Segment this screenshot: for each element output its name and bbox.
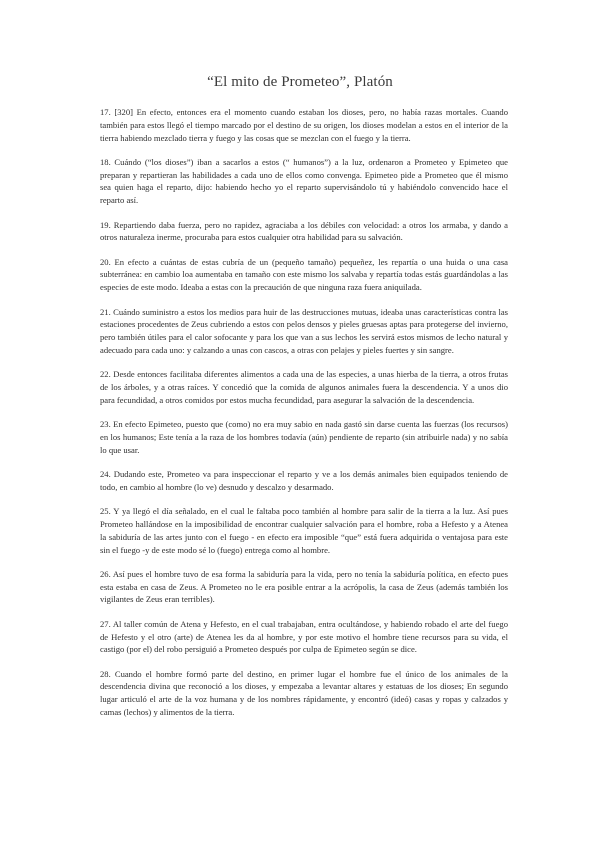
paragraph-27: 27. Al taller común de Atena y Hefesto, en el cual trabajaban, entra ocultándose, y habiendo robado el arte del fuego de Hefesto y el otro (arte) de Atenea les da al hombre, y por este motivo el hombre tiene recursos para su vida, el castigo (por el) del robo persiguió a Prometeo después por culpa de Epimeteo según se dice. bbox=[100, 618, 508, 655]
paragraph-19: 19. Repartiendo daba fuerza, pero no rapidez, agraciaba a los débiles con velocidad: a otros los armaba, y dando a otros naturaleza inerme, procuraba para estos cualquier otra habilidad para su salvación. bbox=[100, 219, 508, 243]
paragraph-28: 28. Cuando el hombre formó parte del destino, en primer lugar el hombre fue el único de los animales de la descendencia divina que reconoció a los dioses, y empezaba a levantar altares y estatuas de los dioses; En segundo lugar articuló el arte de la voz humana y de los nombres rápidamente, y encontró (ideó) casas y ropas y calzados y camas (lechos) y alimentos de la tierra. bbox=[100, 668, 508, 717]
paragraph-17: 17. [320] En efecto, entonces era el momento cuando estaban los dioses, pero, no había razas mortales. Cuando también para estos llegó el tiempo marcado por el destino de su origen, los dioses modelan a estos en el interior de la tierra habiendo mezclado tierra y fuego y las cosas que se mezclan con el fuego y la tierra. bbox=[100, 107, 508, 143]
paragraph-22: 22. Desde entonces facilitaba diferentes alimentos a cada una de las especies, a unas hierba de la tierra, a otros frutas de los árboles, y a otras raíces. Y concedió que la comida de algunos animales fuera la descendencia. Y a unos dio para fecundidad, a otros comidos por estos mucha fecundidad, para asegurar la salvación de la descendencia. bbox=[100, 369, 508, 405]
paragraph-24: 24. Dudando este, Prometeo va para inspeccionar el reparto y ve a los demás animales bien equipados teniendo de todo, en cambio al hombre (lo ve) desnudo y descalzo y desarmado. bbox=[100, 469, 508, 492]
paragraph-21: 21. Cuándo suministro a estos los medios para huir de las destrucciones mutuas, ideaba unas características contra las estaciones procedentes de Zeus cubriendo a estos con pelos densos y pieles gruesas aptas para protegerse del invierno, pero también útiles para el calor sofocante y para los que van a sus lechos les servirá estos mismos de lecho natural y adecuado para cada uno: y calzando a unas con cascos, a otras con pelajes y pieles fuertes y sin sangre. bbox=[100, 306, 508, 355]
paragraph-26: 26. Así pues el hombre tuvo de esa forma la sabiduría para la vida, pero no tenía la sabiduría política, en efecto pues esta estaba en casa de Zeus. A Prometeo no le era posible entrar a la acrópolis, la casa de Zeus (además también los vigilantes de Zeus eran terribles). bbox=[100, 568, 508, 605]
paragraph-18: 18. Cuándo (“los dioses”) iban a sacarlos a estos (“ humanos”) a la luz, ordenaron a Prometeo y Epimeteo que preparan y repartieran las habilidades a cada uno de ellos como convenga. Epimeteo pide a Prometeo que él mismo sea quien haga el reparto, dijo: habiendo hecho yo el reparto supervisándolo tú y habiéndolo convencido hace el reparto así. bbox=[100, 156, 508, 206]
document-body bbox=[100, 106, 508, 730]
document-title: “El mito de Prometeo”, Platón bbox=[207, 74, 393, 90]
paragraph-25: 25. Y ya llegó el día señalado, en el cual le faltaba poco también al hombre para salir de la tierra a la luz. Así pues Prometeo hallándose en la imposibilidad de encontrar cualquier salvación para el hombre, roba a Hefesto y a Atenea la sabiduría de las artes junto con el fuego - en efecto era imposible “que” está fuera adquirida o ventajosa para este sin el fuego -y de este modo sé lo (fuego) entrega como al hombre. bbox=[100, 506, 508, 555]
paragraph-23: 23. En efecto Epimeteo, puesto que (como) no era muy sabio en nada gastó sin darse cuenta las fuerzas (los recursos) en los humanos; Este tenía a la raza de los hombres todavía (aún) pendiente de reparto (sin atribuirle nada) y no sabía lo que usar. bbox=[100, 419, 508, 455]
paragraph-20: 20. En efecto a cuántas de estas cubría de un (pequeño tamaño) pequeñez, les repartía o una huida o una casa subterránea: en cambio loa aumentaba en tamaño con este mismo los salvaba y repartía todas estás guardándolas a las especies de este modo. Ideaba a estas con la precaución de que ninguna raza fuera aniquilada. bbox=[100, 256, 508, 293]
